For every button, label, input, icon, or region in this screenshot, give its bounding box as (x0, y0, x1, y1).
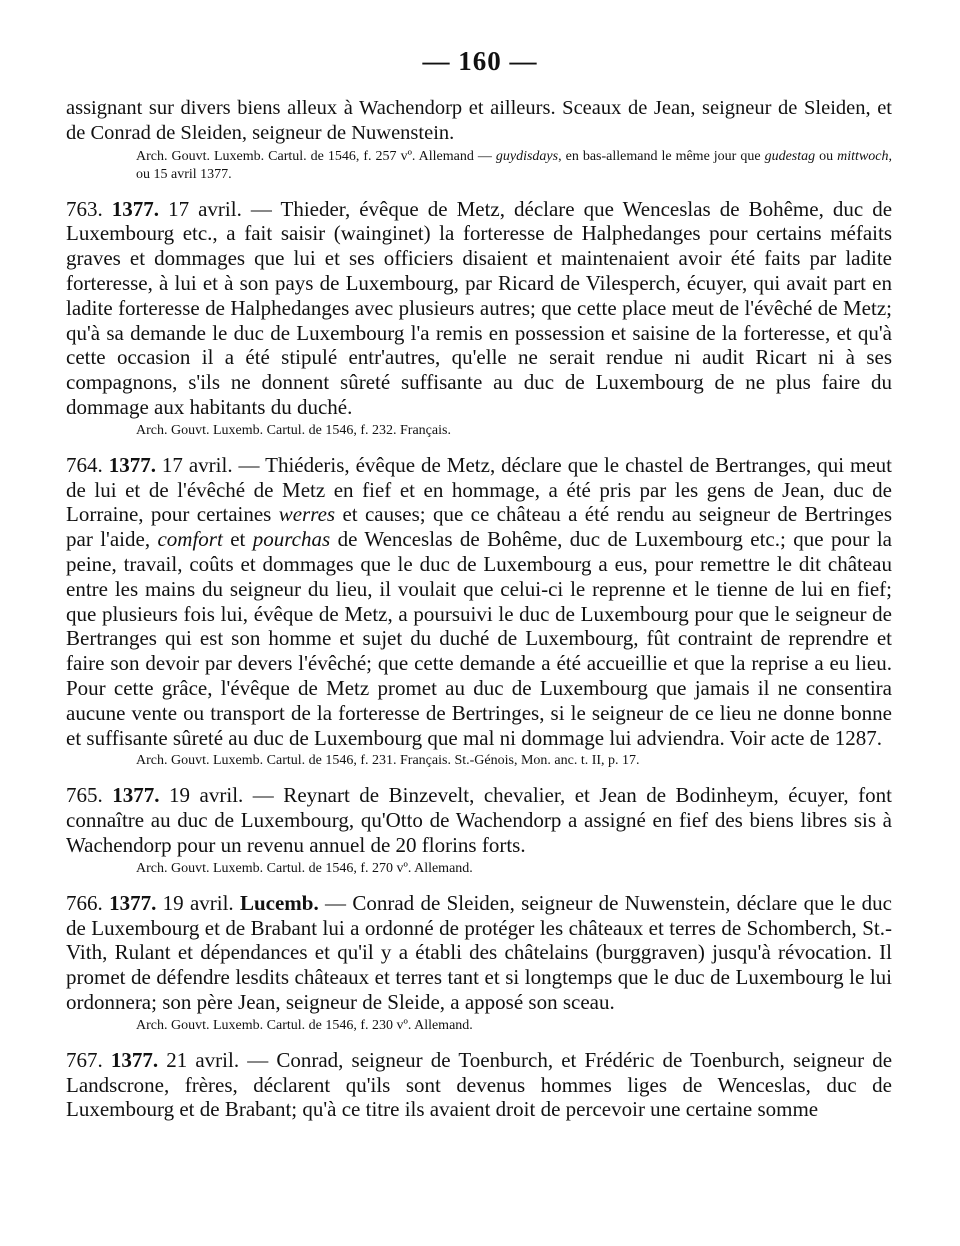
entry-text (66, 783, 892, 857)
entry-date: 19 avril. (169, 783, 244, 808)
entry-number: 765. (66, 783, 103, 808)
entry-date: 17 avril. (161, 452, 233, 477)
page-body (66, 96, 892, 1122)
entry-place: Lucemb. (239, 890, 319, 915)
entry-body: et causes; que ce château a été rendu au seigneur de Bertringes par l'aide, (66, 502, 893, 552)
entry-body: — Conrad de Sleiden, seigneur de Nuwenstein, déclare que le duc de Luxembourg et de Brabant lui a ordonné de protéger les châteaux et terres de Schomberch, St.-Vith, Rulant et dépendances et qu'il y a établi des châtelains (burggraven) jusqu'à révocation. Il promet de défendre lesdits châteaux et terres tant et si longtemps que le duc de Luxembourg le lui ordonnera; son père Jean, seigneur de Sleide, a apposé son sceau. (66, 890, 892, 1014)
entry-body: — Thieder, évêque de Metz, déclare que Wenceslas de Bohême, duc de Luxembourg etc., a fait saisir (wainginet) la forteresse de Halphedanges pour certains méfaits graves et dommages que lui et ses officiers disaient et maintenaient avoir été faits par ladite forteresse, à lui et à son pays de Luxembourg, par Ricard de Vilesperch, écuyer, qui avait part en ladite forteresse de Halphedanges avec plusieurs autres; que cette place meut de l'évêché de Metz; qu'à sa demande le duc de Luxembourg l'a remis en possession et saisine de la forteresse, et qu'à cette occasion il a été stipulé entr'autres, qu'elle ne serait rendue ni audit Ricart ni à ses compagnons, s'ils ne donnent sûreté suffisante au duc de Luxembourg de ne plus faire du dommage aux habitants du duché. (66, 196, 893, 419)
entry-number: 767. (66, 1047, 103, 1072)
italic-term: comfort (157, 527, 223, 552)
entry-body: — Thiéderis, évêque de Metz, déclare que le chastel de Bertranges, qui meut de lui et de l'évêché de Metz en fief et en hommage, a été pris par les gens de Jean, duc de Lorraine, pour certaines (66, 452, 893, 527)
entry-year: 1377. (110, 1047, 159, 1072)
entry-text (66, 453, 892, 751)
opening-paragraph: assignant sur divers biens alleux à Wachendorp et ailleurs. Sceaux de Jean, seigneur de Sleiden, et de Conrad de Sleiden, seigneur de Nuwenstein. (66, 97, 892, 144)
entry-767 (66, 1048, 892, 1122)
source-term: gudestag (764, 148, 816, 164)
entry-text (66, 891, 892, 1015)
source-text: ou (819, 148, 834, 164)
entry-source-note: Arch. Gouvt. Luxemb. Cartul. de 1546, f. 230 vº. Allemand. (136, 1017, 473, 1033)
source-text: , ou 15 avril 1377. (136, 148, 893, 182)
entry-source-note: Arch. Gouvt. Luxemb. Cartul. de 1546, f. 231. Français. St.-Génois, Mon. anc. t. II, p. 17. (136, 753, 640, 769)
italic-term: pourchas (252, 527, 331, 552)
entry-766 (66, 891, 892, 1035)
entry-source-note: Arch. Gouvt. Luxemb. Cartul. de 1546, f. 232. Français. (136, 422, 451, 438)
entry-765 (66, 783, 892, 877)
entry-body: de Wenceslas de Bohême, duc de Luxembourg etc.; que pour la peine, travail, coûts et dommages que le duc de Luxembourg a eus, pour remettre le dit château entre les mains du seigneur du lieu, il voulait que celui-ci le reprenne et le tienne de lui en fief; que plusieurs fois lui, évêque de Metz, a poursuivi le duc de Luxembourg pour que le seigneur de Bertranges qui est son homme et sujet du duché de Luxembourg, fût contraint de reprendre et faire son devoir par devers l'évêché; que cette demande a été accueillie et que la reprise a eu lieu. Pour cette grâce, l'évêque de Metz promet au duc de Luxembourg que jamais il ne consentira aucune vente ou transport de la forteresse de Bertringes, si le seigneur de ce lieu ne donne bonne et suffisante sûreté au duc de Luxembourg que mal ni dommage lui adviendra. Voir acte de 1287. (66, 527, 892, 750)
entry-number: 763. (66, 196, 103, 221)
entry-source-note: Arch. Gouvt. Luxemb. Cartul. de 1546, f. 270 vº. Allemand. (136, 860, 473, 876)
source-term: mittwoch (837, 148, 889, 164)
opening-source-note (66, 148, 892, 184)
source-text: Arch. Gouvt. Luxemb. Cartul. de 1546, f. 257 vº. Allemand — (136, 148, 492, 164)
entry-body: — Conrad, seigneur de Toenburch, et Frédéric de Toenburch, seigneur de Landscrone, frères, déclarent qu'ils sont devenus hommes liges de Wenceslas, duc de Luxembourg et de Brabant; qu'à ce titre ils avaient droit de percevoir une certaine somme (66, 1047, 893, 1122)
entry-764 (66, 453, 892, 771)
entry-body: et (230, 527, 246, 552)
entry-year: 1377. (112, 783, 160, 808)
page-number: — 160 — (422, 46, 538, 76)
entry-date: 21 avril. (166, 1047, 240, 1072)
entry-number: 766. (66, 890, 103, 915)
entry-year: 1377. (108, 452, 156, 477)
entry-date: 17 avril. (168, 196, 242, 221)
entry-year: 1377. (111, 196, 160, 221)
entry-body: — Reynart de Binzevelt, chevalier, et Jean de Bodinheym, écuyer, font connaître au duc de Luxembourg, qu'Otto de Wachendorp a assigné en fief des biens libres sis à Wachendorp pour un revenu annuel de 20 florins forts. (66, 783, 893, 857)
italic-term: werres (278, 502, 336, 527)
entry-763 (66, 197, 892, 440)
entry-text (66, 197, 892, 420)
entry-number: 764. (66, 452, 103, 477)
source-text: , en bas-allemand le même jour que (558, 148, 761, 164)
entry-year: 1377. (109, 890, 157, 915)
source-term: guydisdays (495, 148, 559, 164)
entry-text (66, 1048, 892, 1122)
entry-date: 19 avril. (162, 890, 234, 915)
